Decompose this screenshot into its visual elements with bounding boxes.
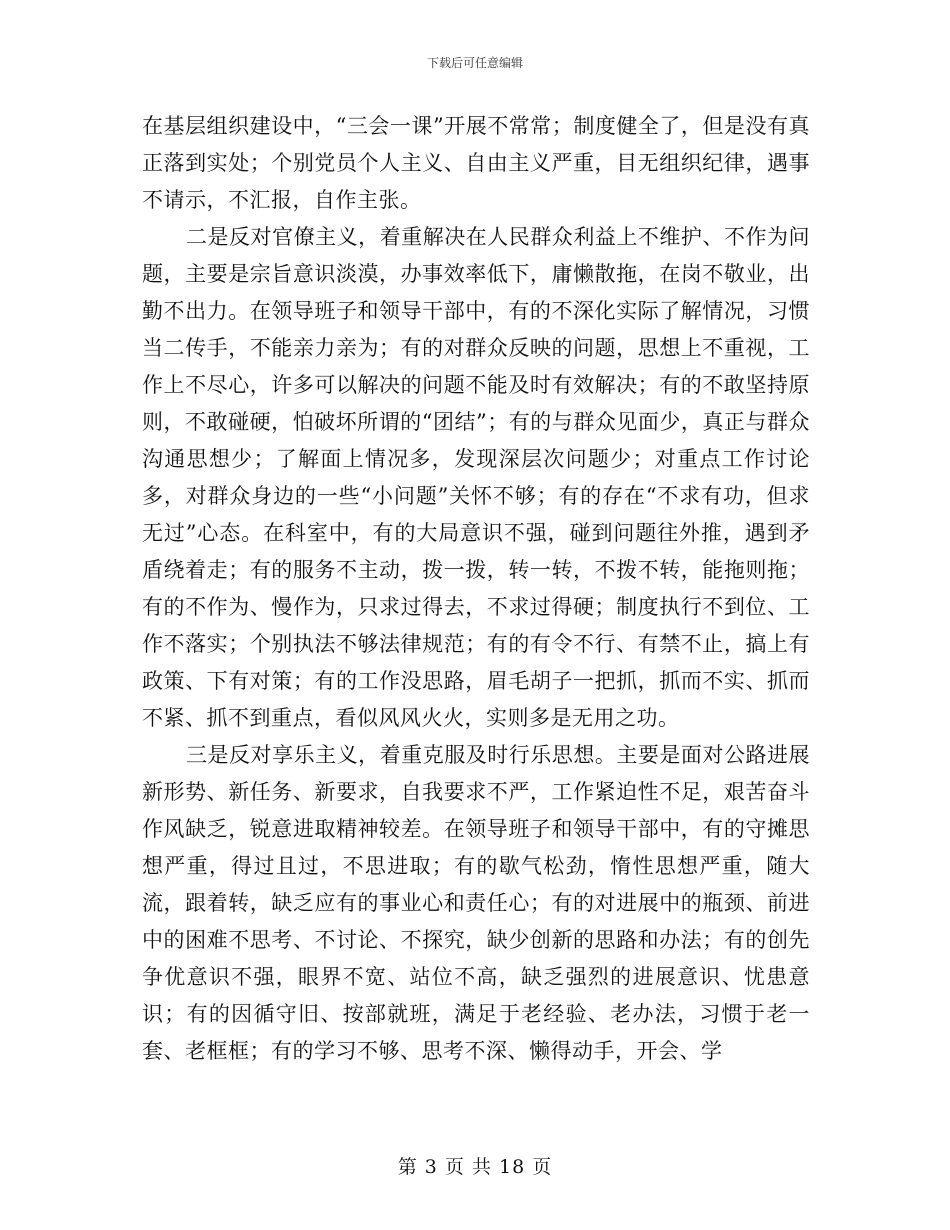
page-number-footer: 第 3 页 共 18 页: [397, 1156, 553, 1178]
paragraph-3: 三是反对享乐主义，着重克服及时行乐思想。主要是面对公路进展新形势、新任务、新要求，自我要求不严，工作紧迫性不足，艰苦奋斗作风缺乏，锐意进取精神较差。在领导班子和领导干部中，有的守摊思想严重，得过且过，不思进取；有的歇气松劲，惰性思想严重，随大流，跟着转，缺乏应有的事业心和责任心；有的对进展中的瓶颈、前进中的困难不思考、不讨论、不探究，缺少创新的思路和办法；有的创先争优意识不强，眼界不宽、站位不高，缺乏强烈的进展意识、忧患意识；有的因循守旧、按部就班，满足于老经验、老办法，习惯于老一套、老框框；有的学习不够、思考不深、懒得动手，开会、学: [142, 743, 810, 1063]
paragraph-1: 在基层组织建设中，“三会一课”开展不常常；制度健全了，但是没有真正落到实处；个别党员个人主义、自由主义严重，目无组织纪律，遇事不请示，不汇报，自作主张。: [142, 114, 810, 212]
document-body: [142, 108, 810, 1070]
page-header: 下载后可任意编辑: [426, 56, 523, 70]
paragraph-2: 二是反对官僚主义，着重解决在人民群众利益上不维护、不作为问题，主要是宗旨意识淡漠，办事效率低下，庸懒散拖，在岗不敬业，出勤不出力。在领导班子和领导干部中，有的不深化实际了解情况，习惯当二传手，不能亲力亲为；有的对群众反映的问题，思想上不重视，工作上不尽心，许多可以解决的问题不能及时有效解决；有的不敢坚持原则，不敢碰硬，怕破坏所谓的“团结”；有的与群众见面少，真正与群众沟通思想少；了解面上情况多，发现深层次问题少；对重点工作讨论多，对群众身边的一些“小问题”关怀不够；有的存在“不求有功，但求无过”心态。在科室中，有的大局意识不强，碰到问题往外推，遇到矛盾绕着走；有的服务不主动，拨一拨，转一转，不拨不转，能拖则拖；有的不作为、慢作为，只求过得去，不求过得硬；制度执行不到位、工作不落实；个别执法不够法律规范；有的有令不行、有禁不止，搞上有政策、下有对策；有的工作没思路，眉毛胡子一把抓，抓而不实、抓而不紧、抓不到重点，看似风风火火，实则多是无用之功。: [142, 225, 810, 730]
